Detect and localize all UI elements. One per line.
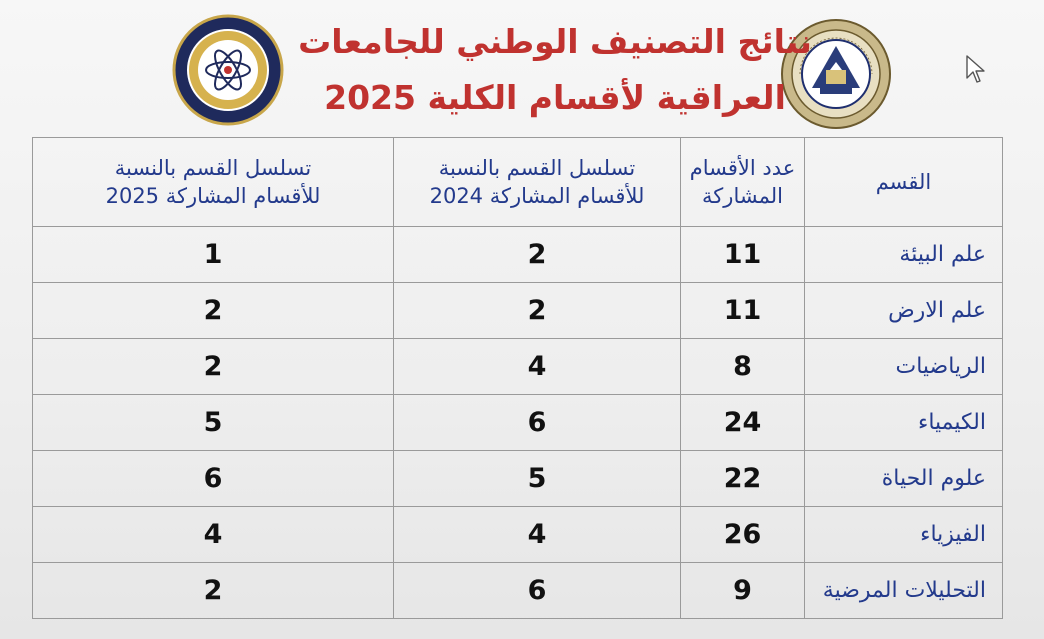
table-row [33, 451, 1003, 507]
participating-count: 11 [681, 283, 805, 339]
rank-2025: 4 [33, 507, 394, 563]
column-header-department [805, 138, 1003, 227]
mouse-pointer-icon [965, 54, 987, 84]
rank-2024: 2 [394, 283, 681, 339]
table-row [33, 339, 1003, 395]
page-title-line-1: نتائج التصنيف الوطني للجامعات [298, 22, 812, 61]
column-header-count-line-1: عدد الأقسام [689, 156, 796, 180]
rank-2024: 6 [394, 395, 681, 451]
department-name: الكيمياء [805, 395, 1003, 451]
department-name: الفيزياء [805, 507, 1003, 563]
department-name: علم الارض [805, 283, 1003, 339]
column-header-count-line-2: المشاركة [702, 184, 783, 208]
rank-2024: 6 [394, 563, 681, 619]
page-title-line-2: العراقية لأقسام الكلية 2025 [324, 78, 786, 117]
rank-2025: 5 [33, 395, 394, 451]
rank-2024: 2 [394, 227, 681, 283]
rank-2024: 4 [394, 339, 681, 395]
column-header-department-text: القسم [875, 170, 932, 194]
rank-2025: 6 [33, 451, 394, 507]
column-header-rank-2024-line-1: تسلسل القسم بالنسبة [438, 156, 636, 180]
department-name: التحليلات المرضية [805, 563, 1003, 619]
rank-2025: 2 [33, 563, 394, 619]
rank-2024: 5 [394, 451, 681, 507]
rank-2025: 2 [33, 283, 394, 339]
rank-2025: 1 [33, 227, 394, 283]
participating-count: 8 [681, 339, 805, 395]
rank-2025: 2 [33, 339, 394, 395]
table-row [33, 563, 1003, 619]
table-row [33, 227, 1003, 283]
table-row [33, 395, 1003, 451]
column-header-rank-2024-line-2: للأقسام المشاركة 2024 [429, 184, 645, 208]
column-header-participating-count [681, 138, 805, 227]
department-name: علوم الحياة [805, 451, 1003, 507]
column-header-rank-2025-line-1: تسلسل القسم بالنسبة [114, 156, 312, 180]
rankings-table [32, 137, 1003, 619]
participating-count: 26 [681, 507, 805, 563]
column-header-rank-2025 [33, 138, 394, 227]
column-header-rank-2025-line-2: للأقسام المشاركة 2025 [105, 184, 321, 208]
table-row [33, 507, 1003, 563]
column-header-rank-2024 [394, 138, 681, 227]
department-name: الرياضيات [805, 339, 1003, 395]
participating-count: 24 [681, 395, 805, 451]
department-name: علم البيئة [805, 227, 1003, 283]
table-header-row [33, 138, 1003, 227]
participating-count: 22 [681, 451, 805, 507]
table-row [33, 283, 1003, 339]
participating-count: 9 [681, 563, 805, 619]
participating-count: 11 [681, 227, 805, 283]
rank-2024: 4 [394, 507, 681, 563]
